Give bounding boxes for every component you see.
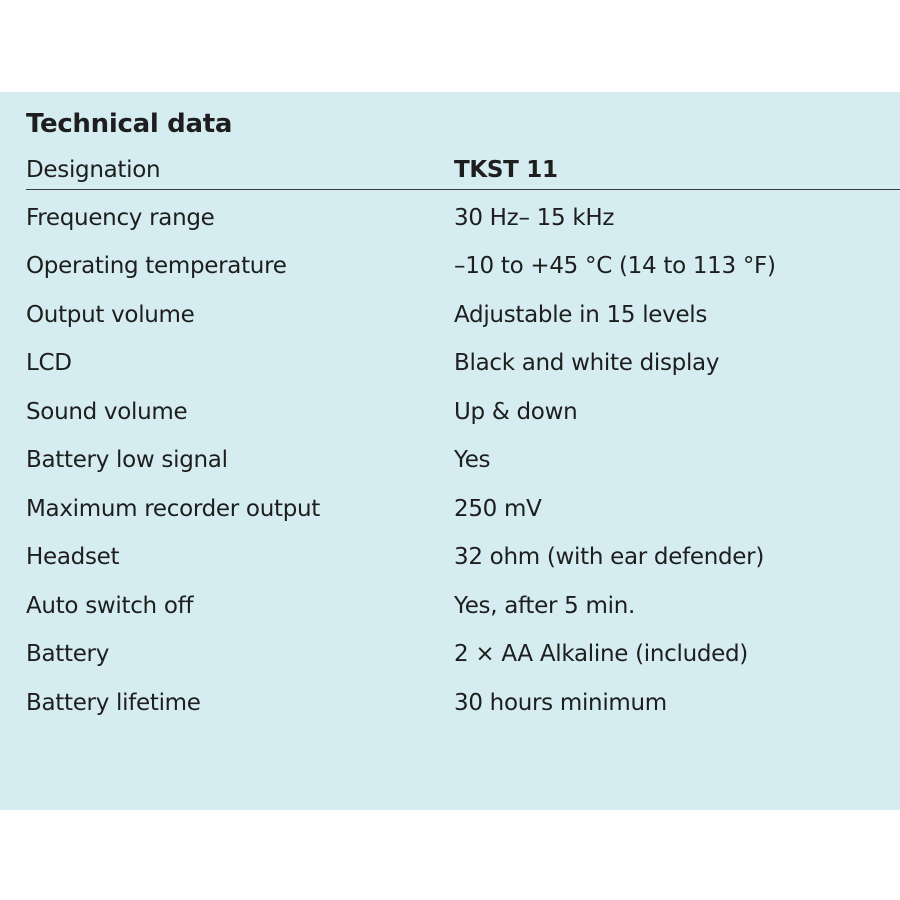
table-row [26,346,900,380]
row-label: Output volume [26,302,195,328]
table-row [26,492,900,526]
row-value: Adjustable in 15 levels [454,302,708,328]
row-value: Yes [454,447,491,473]
row-label: Battery [26,641,110,667]
row-value: Up & down [454,399,578,425]
row-label: LCD [26,350,72,376]
row-value: –10 to +45 °C (14 to 113 °F) [454,253,776,279]
row-label: Maximum recorder output [26,496,320,522]
row-value: Black and white display [454,350,720,376]
table-row [26,540,900,574]
table-row [26,298,900,332]
header-value: TKST 11 [454,157,558,183]
table-row [26,395,900,429]
table-row [26,249,900,283]
row-label: Battery lifetime [26,690,201,716]
row-value: 2 × AA Alkaline (included) [454,641,748,667]
table-row [26,201,900,235]
row-label: Operating temperature [26,253,287,279]
table-row [26,443,900,477]
row-value: 30 Hz– 15 kHz [454,205,615,231]
row-label: Sound volume [26,399,188,425]
table-row [26,686,900,720]
row-value: Yes, after 5 min. [454,593,636,619]
table-header-row [26,153,900,190]
row-value: 32 ohm (with ear defender) [454,544,764,570]
table-row [26,637,900,671]
header-label: Designation [26,157,161,183]
row-label: Auto switch off [26,593,194,619]
row-label: Battery low signal [26,447,228,473]
table-title: Technical data [26,109,233,139]
table-row [26,589,900,623]
row-value: 250 mV [454,496,542,522]
row-label: Frequency range [26,205,215,231]
row-value: 30 hours minimum [454,690,667,716]
row-label: Headset [26,544,120,570]
